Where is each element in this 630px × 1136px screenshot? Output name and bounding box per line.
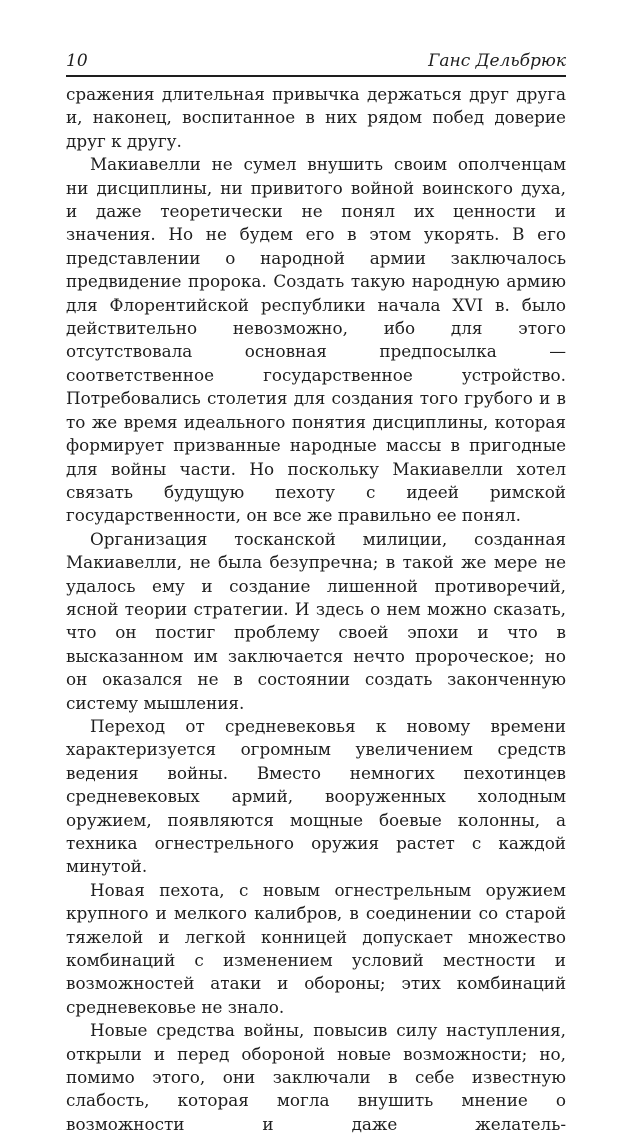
running-title: Ганс Дельбрюк (428, 51, 566, 71)
paragraph: Переход от средневековья к новому времени характеризуется огромным увеличением средств ведения войны. Вместо немногих пехотинцев средневековых армий, вооруженных холодным оружием, появляются мощные боевые колонны, а техника огнестрельного оружия растет с каждой минутой. (66, 715, 566, 877)
paragraph: Макиавелли не сумел внушить своим ополченцам ни дисциплины, ни привитого войной воинского духа, и даже теоретически не понял их ценности и значения. Но не будем его в этом укорять. В его представлении о народной армии заключалось предвидение пророка. Создать такую народную армию для Флорентийской республики начала XVI в. было действительно невозможно, ибо для этого отсутствовала основная предпосылка — соответственное государственное устройство. Потребовались столетия для создания того грубого и в то же время идеального понятия дисциплины, которая формирует призванные народные массы в пригодные для войны части. Но поскольку Макиавелли хотел связать будущую пехоту с идеей римской государственности, он все же правильно ее понял. (66, 154, 566, 526)
paragraph: Новые средства войны, повысив силу наступления, открыли и перед обороной новые возможности; но, помимо этого, они заключали в себе известную слабость, которая могла внушить мнение о возможности и даже желатель- (66, 1020, 566, 1134)
book-page (66, 50, 566, 1136)
paragraph: сражения длительная привычка держаться друг друга и, наконец, воспитанное в них рядом побед доверие друг к другу. (66, 84, 566, 151)
paragraph: Организация тосканской милиции, созданная Макиавелли, не была безупречна; в такой же мере не удалось ему и создание лишенной противоречий, ясной теории стратегии. И здесь о нем можно сказать, что он постиг проблему своей эпохи и что в высказанном им заключается нечто пророческое; но он оказался не в состоянии создать законченную систему мышления. (66, 528, 566, 713)
paragraph: Новая пехота, с новым огнестрельным оружием крупного и мелкого калибров, в соединении со старой тяжелой и легкой конницей допускает множество комбинаций с изменением условий местности и возможностей атаки и обороны; этих комбинаций средневековье не знало. (66, 879, 566, 1017)
body-text (66, 83, 566, 1136)
page-number: 10 (66, 51, 88, 71)
running-header (66, 50, 566, 77)
